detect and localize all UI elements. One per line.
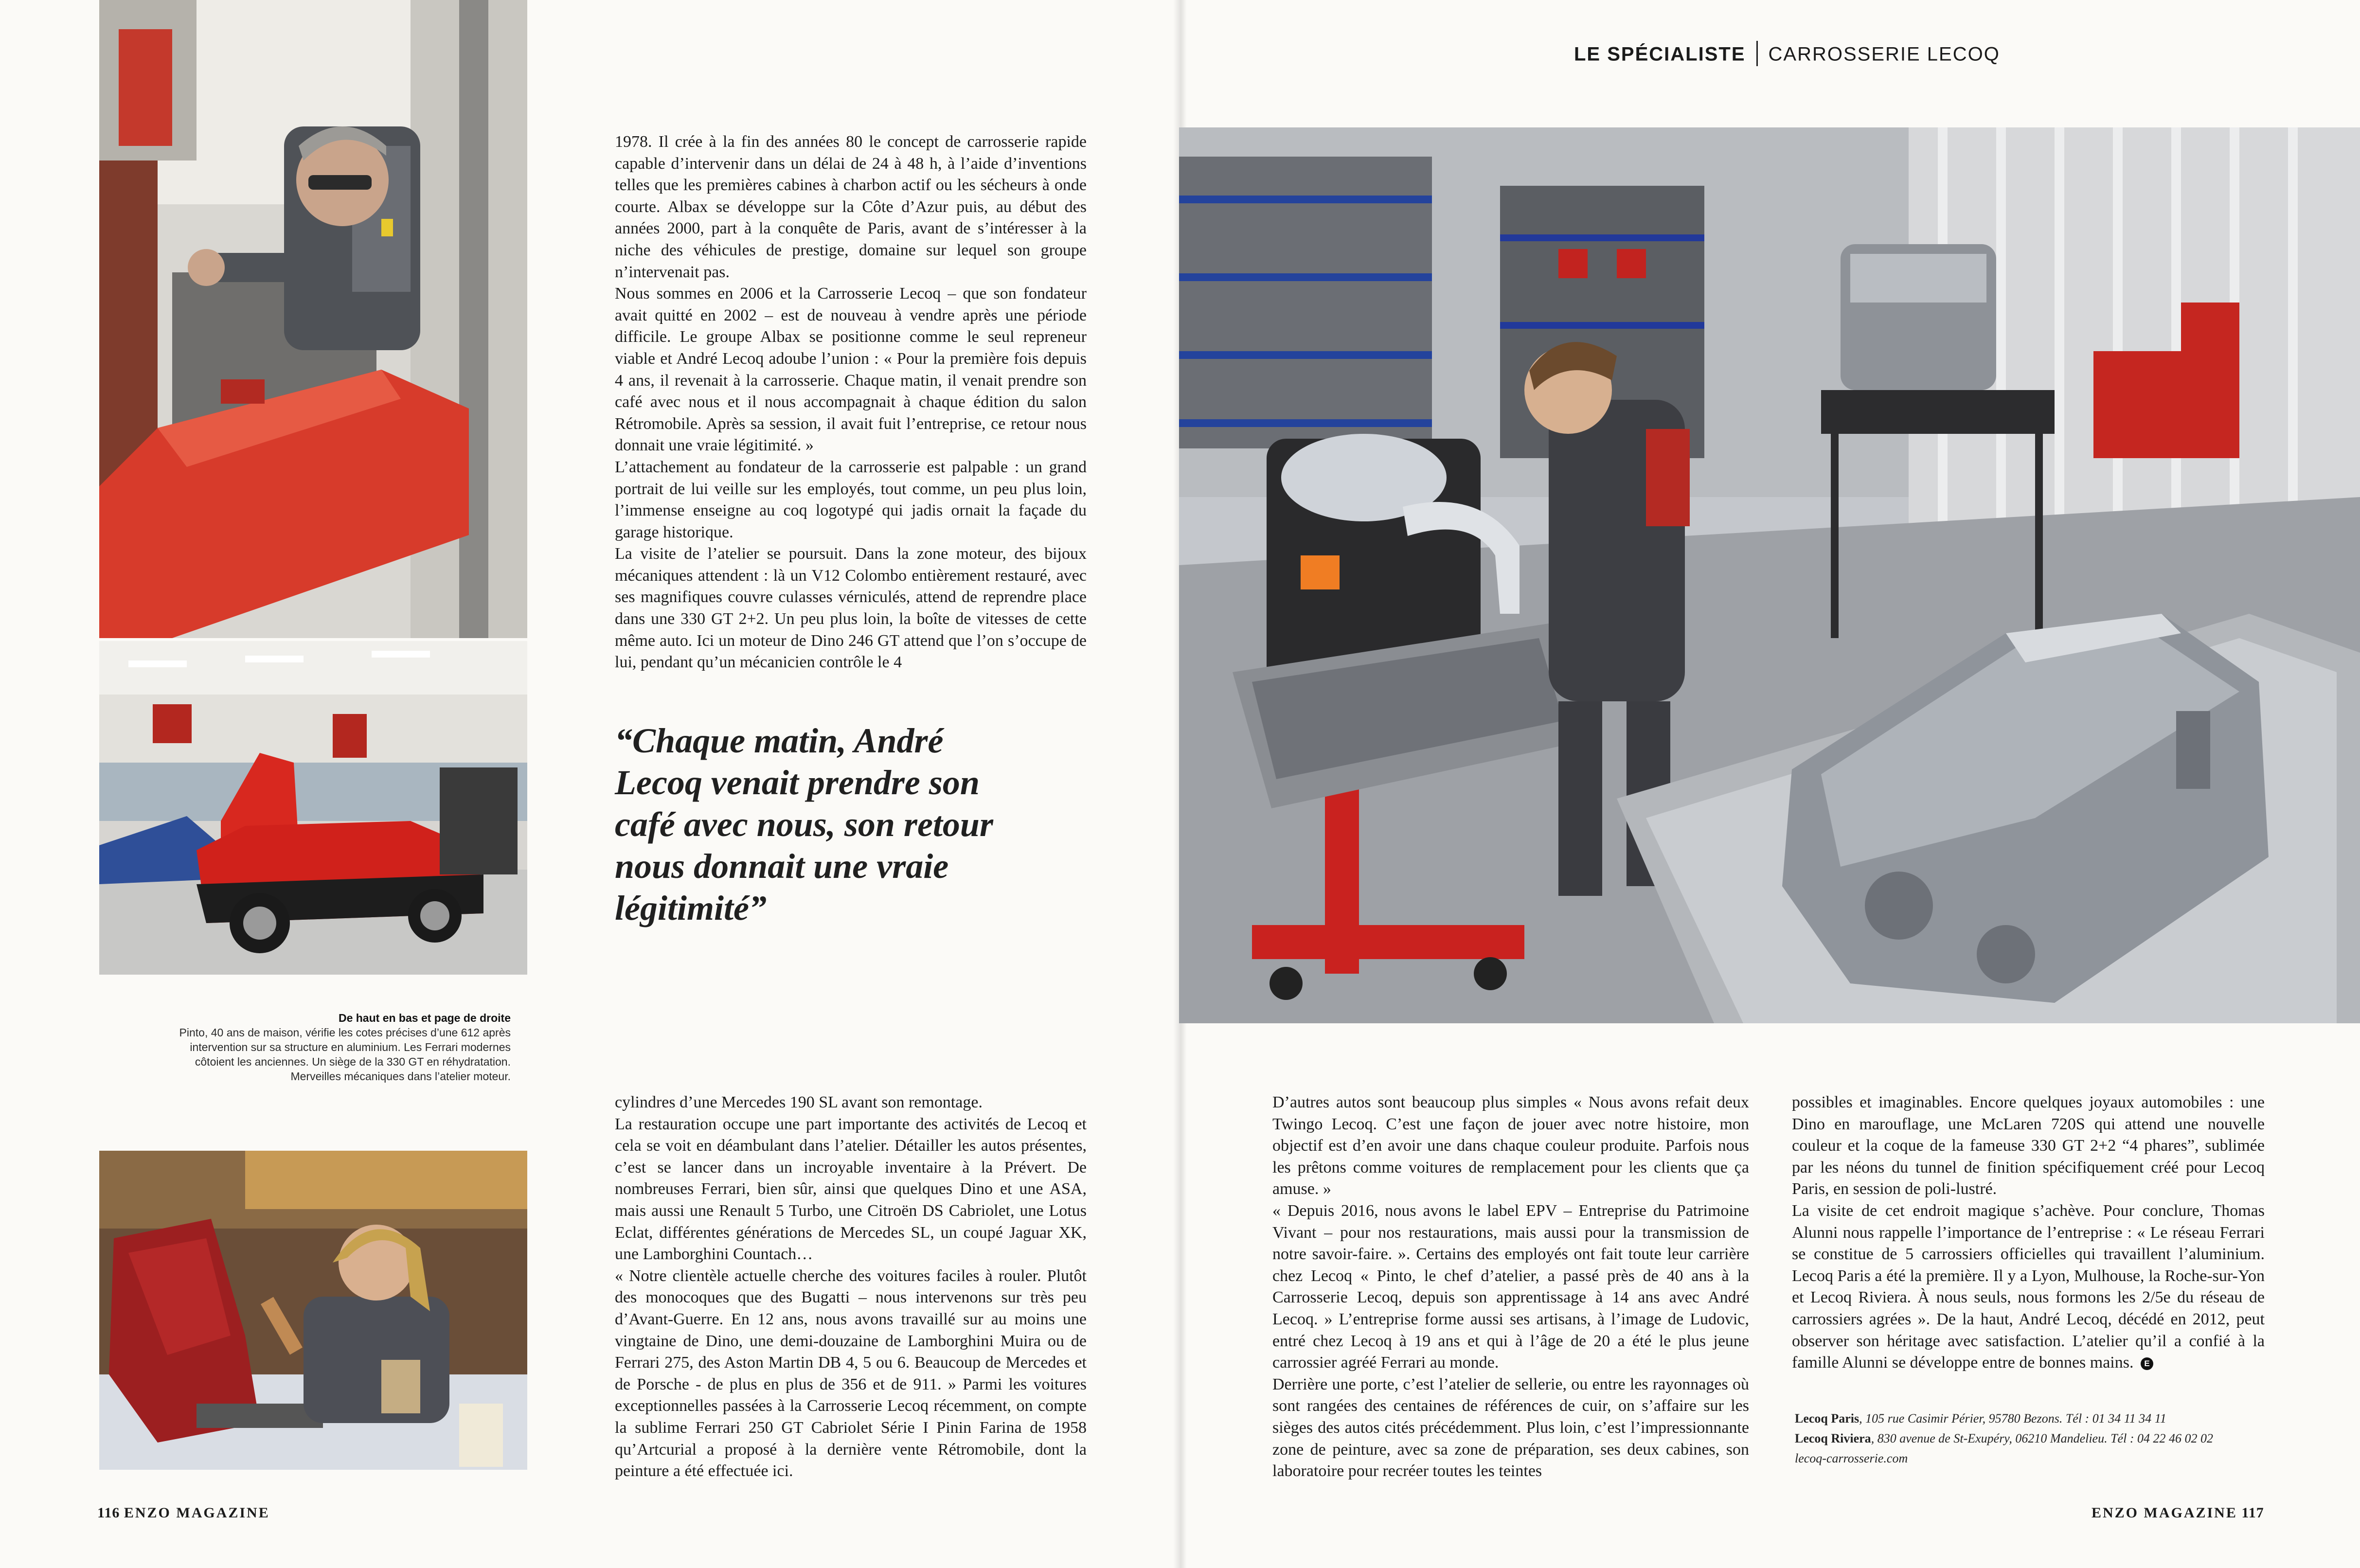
paragraph: 1978. Il crée à la fin des années 80 le concept de carrosserie rapide capable d’intervenir dans un délai de 24 à 48 h, à l’aide d’inventions telles que les premières cabines à charbon actif ou les sécheurs à onde courte. Albax se développe sur la Côte d’Azur puis, au début des années 2000, part à la conquête de Paris, avant de s’intéresser à la niche des véhicules de prestige, domaine sur lequel son groupe n’intervenait pas. bbox=[615, 133, 1087, 281]
photo-ferrari-workshop bbox=[99, 641, 527, 975]
paragraph: D’autres autos sont beaucoup plus simples « Nous avons refait deux Twingo Lecoq. C’est une façon de jouer avec notre histoire, mon objectif est d’en avoir une dans chaque couleur produite. Parfois nous les prêtons comme voitures de remplacement pour les clients que ça amuse. » bbox=[1272, 1093, 1749, 1198]
address-riviera-details: , 830 avenue de St-Exupéry, 06210 Mandelieu. Tél : 04 22 46 02 02 bbox=[1871, 1431, 2213, 1445]
photo-mechanic-measuring bbox=[99, 0, 527, 638]
paragraph: L’attachement au fondateur de la carrosserie est palpable : un grand portrait de lui veille sur les employés, tout comme, un peu plus loin, l’immense enseigne au coq logotypé qui jadis ornait la façade du garage historique. bbox=[615, 458, 1087, 541]
section-header bbox=[1574, 43, 2000, 73]
paragraph: Nous sommes en 2006 et la Carrosserie Lecoq – que son fondateur avait quitté en 2002 – est de nouveau à vendre après une période difficile. Le groupe Albax se positionne comme le seul repreneur viable et André Lecoq adoube l’union : « Pour la première fois depuis 4 ans, il revenait à la carrosserie. Chaque matin, il venait prendre son café avec nous et il nous accompagnait à chaque édition du salon Rétromobile. Après sa session, il avait fuit l’entreprise, ce retour nous donnait une vraie légitimité. » bbox=[615, 285, 1087, 455]
pull-quote: “Chaque matin, André Lecoq venait prendre son café avec nous, son retour nous donnait une vraie légitimité” bbox=[615, 721, 993, 927]
website-link[interactable]: lecoq-carrosserie.com bbox=[1795, 1451, 1908, 1465]
magazine-name: ENZO MAGAZINE bbox=[124, 1505, 270, 1521]
address-paris-name: Lecoq Paris bbox=[1795, 1411, 1859, 1425]
paragraph: cylindres d’une Mercedes 190 SL avant son remontage. bbox=[615, 1093, 983, 1111]
page-number: 117 bbox=[2241, 1505, 2264, 1521]
address-riviera-name: Lecoq Riviera bbox=[1795, 1431, 1871, 1445]
caption-text: Pinto, 40 ans de maison, vérifie les cotes précises d’une 612 après intervention sur sa structure en aluminium. Les Ferrari modernes côtoient les anciennes. Un siège de la 330 GT en réhydratation. Merveilles mécaniques dans l’atelier moteur. bbox=[179, 1026, 511, 1083]
caption-title: De haut en bas et page de droite bbox=[338, 1012, 511, 1024]
header-divider bbox=[1756, 41, 1758, 66]
photo-upholstery-seat bbox=[99, 1151, 527, 1470]
section-label: LE SPÉCIALISTE bbox=[1574, 43, 1746, 65]
photo-caption bbox=[161, 1011, 511, 1084]
address-riviera bbox=[1795, 1428, 2233, 1448]
paragraph-text: La visite de cet endroit magique s’achève. Pour conclure, Thomas Alunni nous rappelle l’importance de l’entreprise : « Le réseau Ferrari se constitue de 5 carrossiers officielles qui travaillent l’aluminium. Lecoq Paris a été la première. Il y a Lyon, Mulhouse, la Roche-sur-Yon et Lecoq Riviera. À nous seuls, nous formons les 2/5e du réseau de carrossiers agrées ». De la haut, André Lecoq, décédé en 2012, peut observer son héritage avec satisfaction. L’atelier qu’il a confié à la famille Alunni se développe entre de bonnes mains. bbox=[1792, 1201, 2265, 1372]
article-column-4 bbox=[1792, 1092, 2265, 1374]
end-of-article-mark: E bbox=[2141, 1357, 2153, 1370]
paragraph: possibles et imaginables. Encore quelques joyaux automobiles : une Dino en marouflage, une McLaren 720S qui attend une nouvelle couleur et la coque de la fameuse 330 GT 2+2 “4 phares”, sublimée par les néons du tunnel de finition spécifiquement créé pour Lecoq Paris, en session de poli-lustré. bbox=[1792, 1093, 2265, 1198]
paragraph: La restauration occupe une part importante des activités de Lecoq et cela se voit en déambulant dans l’atelier. Détailler les autos présentes, c’est se lancer dans un incroyable inventaire à la Prévert. De nombreuses Ferrari, bien sûr, ainsi que quelques Dino et une ASA, mais aussi une Renault 5 Turbo, une Citroën DS Cabriolet, une Lotus Eclat, différentes générations de Mercedes SL, un coupé Jaguar XK, une Lamborghini Countach… bbox=[615, 1115, 1087, 1264]
company-name: CARROSSERIE LECOQ bbox=[1768, 43, 2000, 65]
paragraph bbox=[1792, 1200, 2265, 1374]
article-column-3 bbox=[1272, 1092, 1749, 1482]
paragraph: « Depuis 2016, nous avons le label EPV – Entreprise du Patrimoine Vivant – pour nos restaurations, mais aussi pour la transmission de notre savoir-faire. ». Certains des employés ont fait toute leur carrière chez Lecoq « Pinto, le chef d’atelier, a passé près de 40 ans à la Carrosserie Lecoq, depuis son apprentissage à 14 ans avec André Lecoq. » L’entreprise forme aussi ses artisans, à l’image de Ludovic, entré chez Lecoq à 19 ans et qui à l’âge de 20 a été le plus jeune carrossier agréé Ferrari au monde. bbox=[1272, 1201, 1749, 1372]
address-paris bbox=[1795, 1408, 2233, 1428]
paragraph: Derrière une porte, c’est l’atelier de sellerie, ou entre les rayonnages où sont rangées des centaines de références de cuir, on s’affaire sur les sièges des autos cités précédemment. Plus loin, c’est l’impressionnante zone de peinture, avec sa zone de préparation, ses deux cabines, son laboratoire pour recréer toutes les teintes bbox=[1272, 1375, 1749, 1480]
magazine-name: ENZO MAGAZINE bbox=[2092, 1505, 2237, 1521]
page-number: 116 bbox=[97, 1505, 120, 1521]
paragraph: La visite de l’atelier se poursuit. Dans la zone moteur, des bijoux mécaniques attendent : là un V12 Colombo entièrement restauré, avec ses magnifiques couvre culasses vérniculés, attend de reprendre place dans une 330 GT 2+2. Un peu plus loin, la boîte de vitesses de cette même auto. Ici un moteur de Dino 246 GT attend que l’on s’occupe de lui, pendant qu’un mécanicien contrôle le 4 bbox=[615, 545, 1087, 672]
folio-left bbox=[97, 1505, 270, 1521]
folio-right bbox=[2092, 1505, 2264, 1521]
paragraph: « Notre clientèle actuelle cherche des voitures faciles à rouler. Plutôt des monocoques que des Bugatti – nous intervenons sur très peu d’Avant-Guerre. En 12 ans, nous avons travaillé sur au moins une vingtaine de Dino, une demi-douzaine de Lamborghini Muira ou de Ferrari 275, des Aston Martin DB 4, 5 ou 6. Beaucoup de Mercedes et de Porsche - de plus en plus de 356 et de 911. » Parmi les voitures exceptionnelles passées à la Carrosserie Lecoq récemment, on compte la sublime Ferrari 250 GT Cabriolet Série I Pinin Farina de 1958 qu’Artcurial a proposé à la dernière vente Rétromobile, dont la peinture a été effectuée ici. bbox=[615, 1266, 1087, 1480]
photo-engine-workshop bbox=[1179, 127, 2360, 1023]
article-column-1 bbox=[615, 131, 1087, 674]
address-paris-details: , 105 rue Casimir Périer, 95780 Bezons. Tél : 01 34 11 34 11 bbox=[1859, 1411, 2166, 1425]
address-block bbox=[1795, 1408, 2233, 1468]
article-column-2 bbox=[615, 1092, 1087, 1482]
